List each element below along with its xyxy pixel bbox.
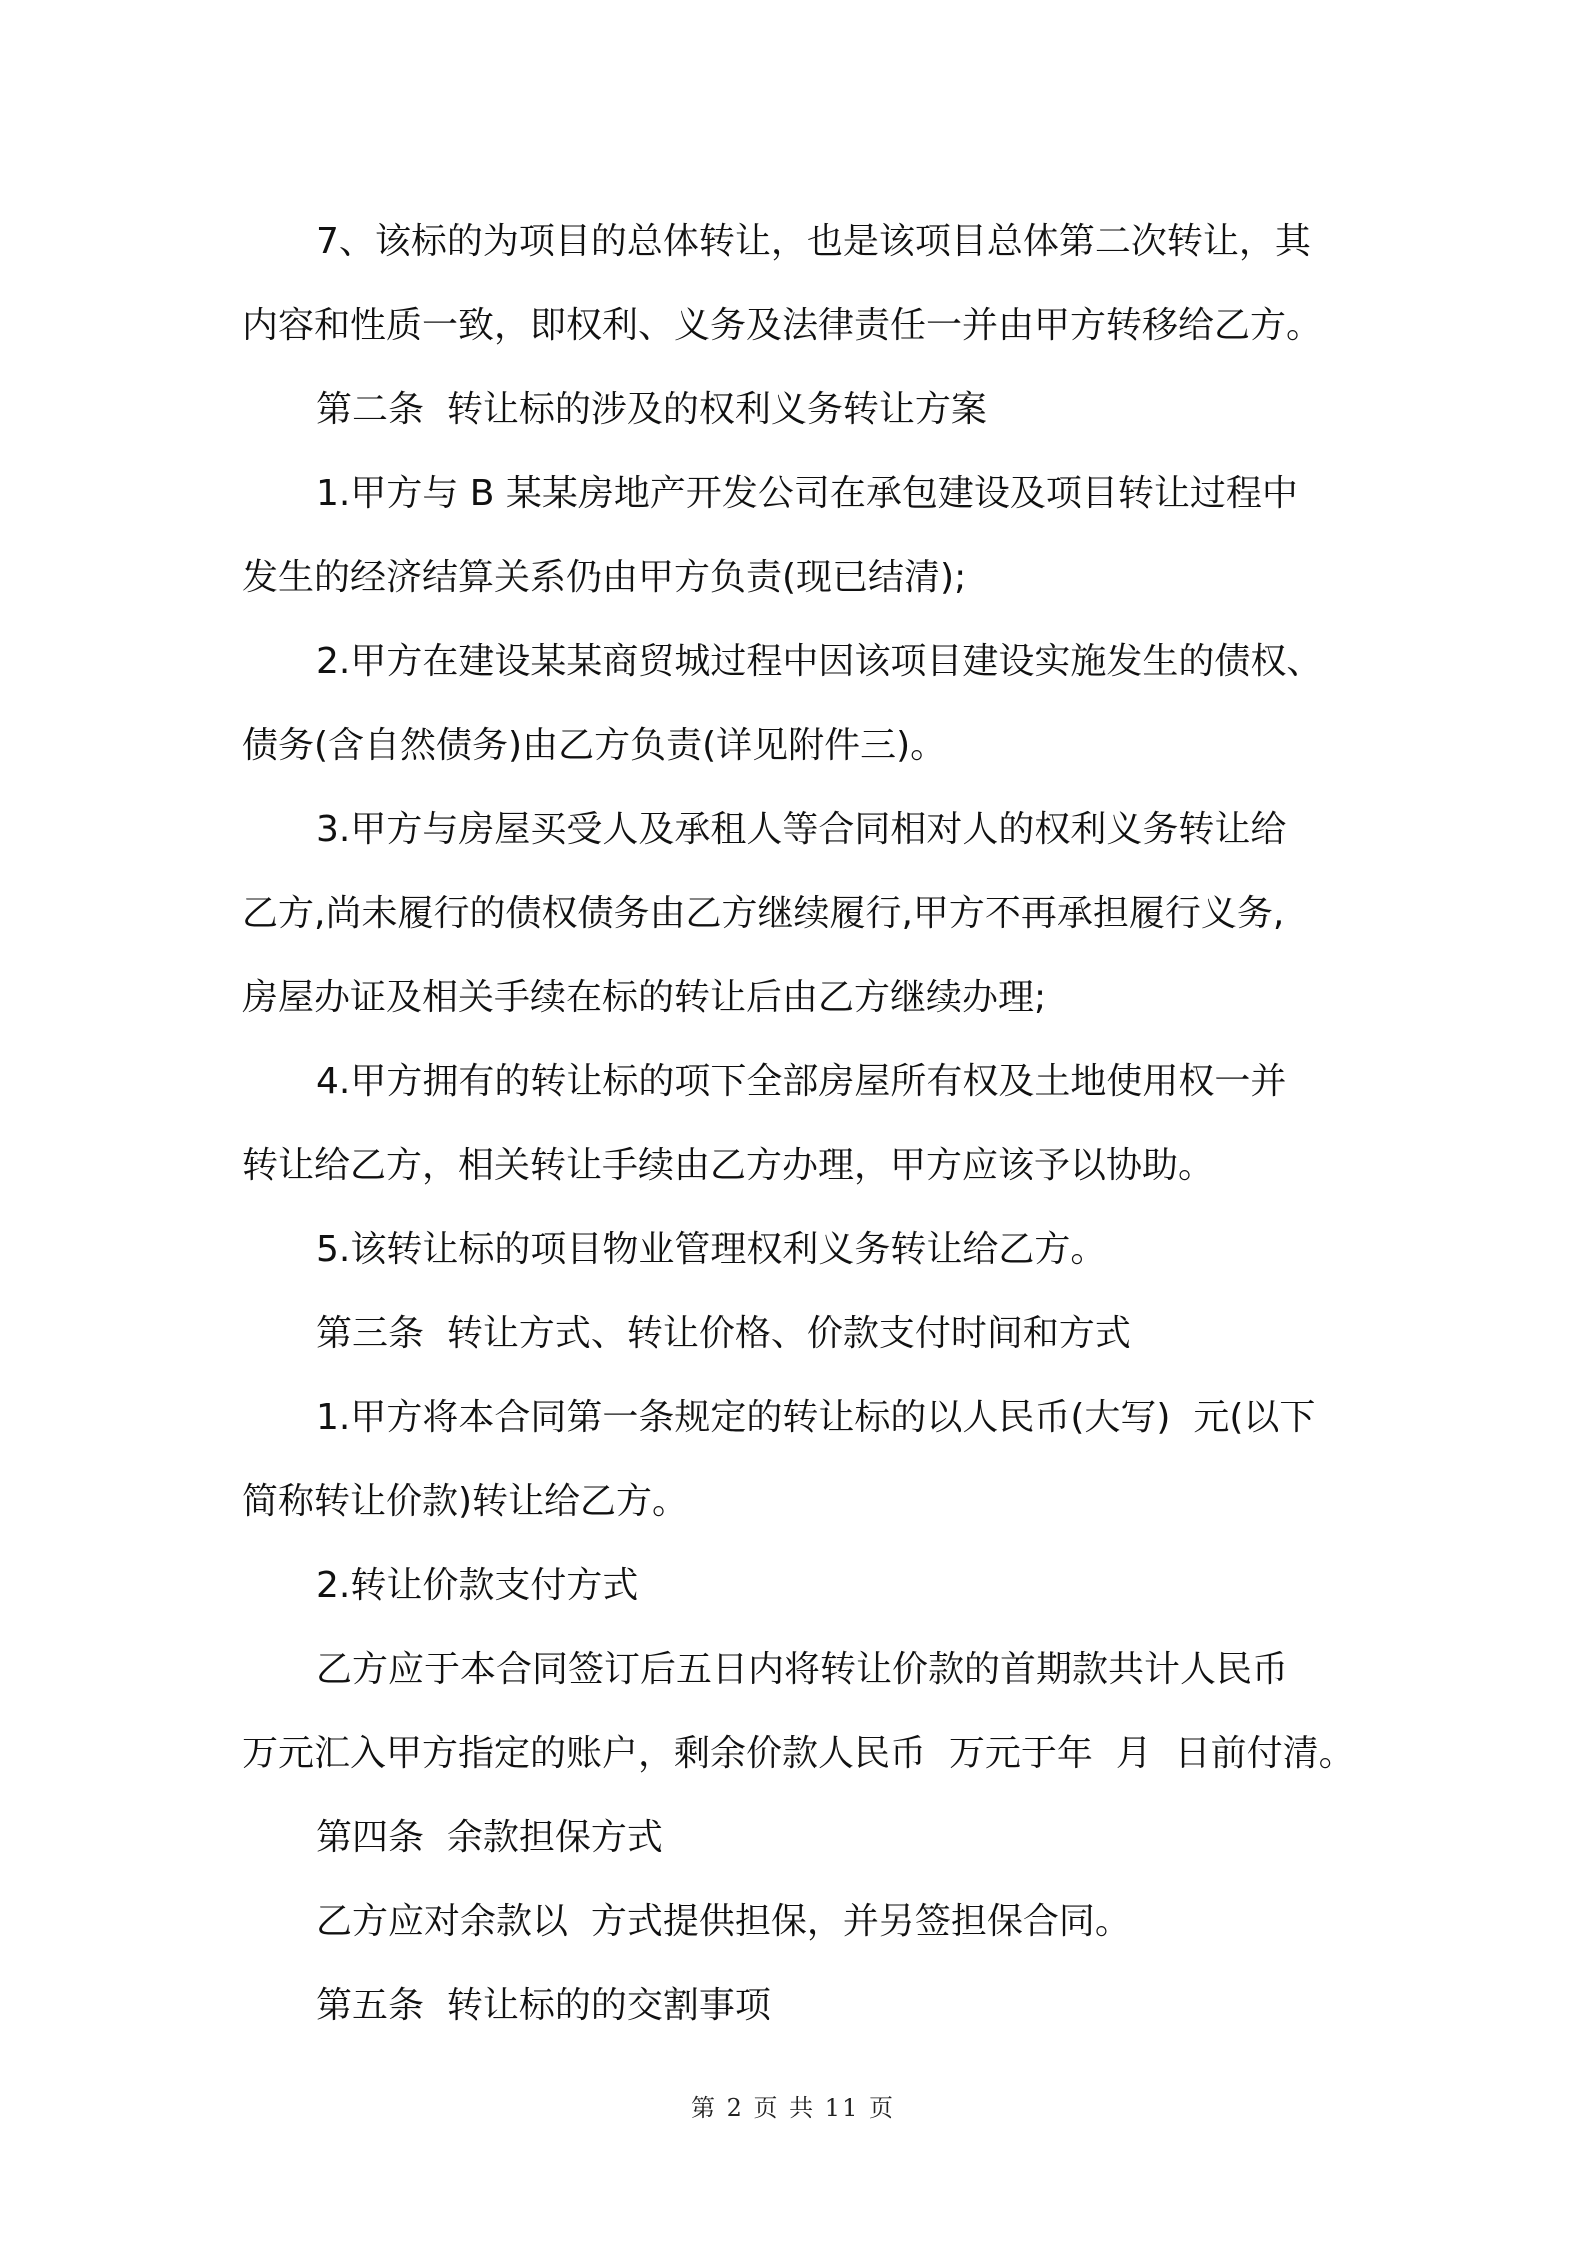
text-line: 房屋办证及相关手续在标的转让后由乙方继续办理; [242,977,1047,1018]
text-line: 1.甲方与 B 某某房地产开发公司在承包建设及项目转让过程中 [316,473,1298,514]
text-line: 乙方应于本合同签订后五日内将转让价款的首期款共计人民币 [316,1649,1289,1690]
text-line: 7、该标的为项目的总体转让，也是该项目总体第二次转让，其 [316,221,1311,262]
text-line: 内容和性质一致，即权利、义务及法律责任一并由甲方转移给乙方。 [242,305,1323,346]
text-line: 万元汇入甲方指定的账户，剩余价款人民币 万元于年 月 日前付清。 [242,1733,1355,1774]
section-heading: 第三条 转让方式、转让价格、价款支付时间和方式 [316,1313,1131,1354]
section-heading: 第四条 余款担保方式 [316,1817,663,1858]
text-line: 简称转让价款)转让给乙方。 [242,1481,689,1522]
text-line: 1.甲方将本合同第一条规定的转让标的以人民币(大写) 元(以下 [316,1397,1316,1438]
text-line: 2.转让价款支付方式 [316,1565,639,1606]
text-line: 乙方,尚未履行的债权债务由乙方继续履行,甲方不再承担履行义务, [242,893,1285,934]
text-line: 2.甲方在建设某某商贸城过程中因该项目建设实施发生的债权、 [316,641,1323,682]
document-body [242,200,1362,2048]
section-heading: 第二条 转让标的涉及的权利义务转让方案 [316,389,987,430]
text-line: 4.甲方拥有的转让标的项下全部房屋所有权及土地使用权一并 [316,1061,1287,1102]
page-footer [0,2088,1586,2123]
text-line: 乙方应对余款以 方式提供担保，并另签担保合同。 [316,1901,1131,1942]
text-line: 5.该转让标的项目物业管理权利义务转让给乙方。 [316,1229,1107,1270]
page-number: 第 2 页 共 11 页 [691,2094,895,2122]
contract-text [242,200,1362,2048]
section-heading: 第五条 转让标的的交割事项 [316,1985,771,2026]
text-line: 转让给乙方，相关转让手续由乙方办理，甲方应该予以协助。 [242,1145,1215,1186]
text-line: 3.甲方与房屋买受人及承租人等合同相对人的权利义务转让给 [316,809,1287,850]
text-line: 债务(含自然债务)由乙方负责(详见附件三)。 [242,725,947,766]
text-line: 发生的经济结算关系仍由甲方负责(现已结清); [242,557,967,598]
